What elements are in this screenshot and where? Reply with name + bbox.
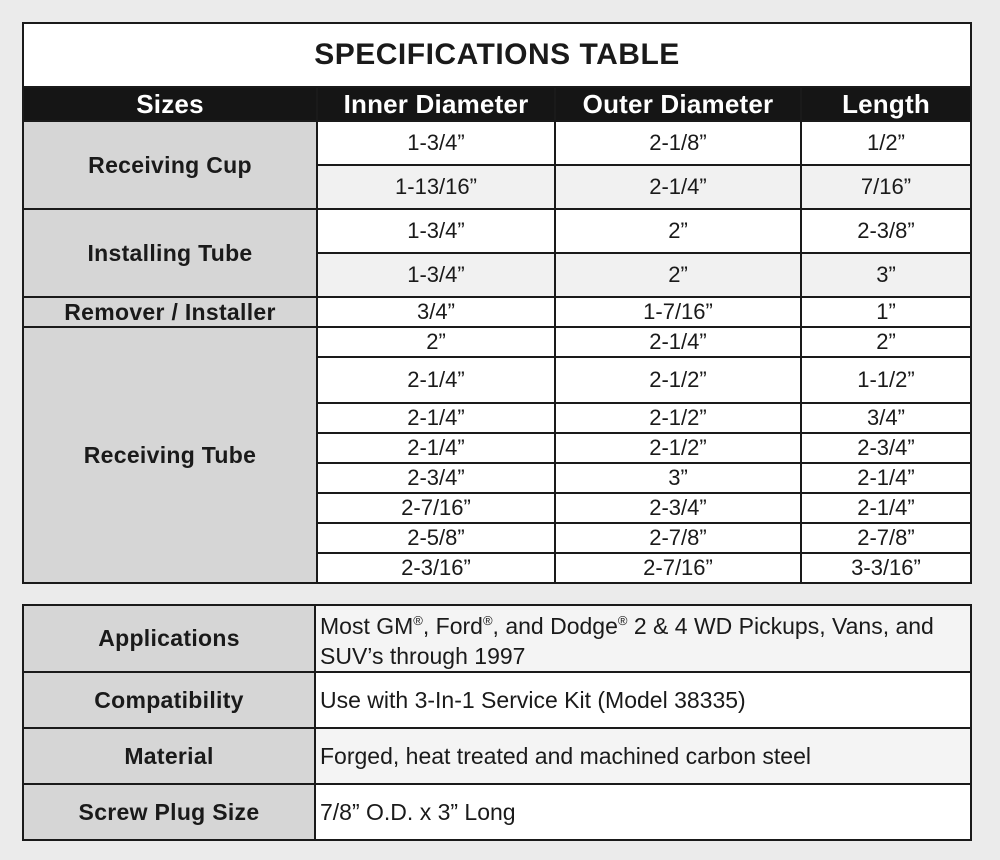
inner-diameter-cell: 2-5/8”	[317, 523, 555, 553]
screw-plug-label: Screw Plug Size	[23, 784, 315, 840]
group-label: Remover / Installer	[23, 297, 317, 327]
length-cell: 2”	[801, 327, 971, 357]
material-value: Forged, heat treated and machined carbon steel	[315, 728, 971, 784]
compatibility-row	[23, 672, 971, 728]
inner-diameter-cell: 2”	[317, 327, 555, 357]
length-cell: 2-7/8”	[801, 523, 971, 553]
length-cell: 1-1/2”	[801, 357, 971, 403]
length-cell: 2-3/4”	[801, 433, 971, 463]
outer-diameter-cell: 2”	[555, 253, 801, 297]
inner-diameter-cell: 2-1/4”	[317, 357, 555, 403]
length-cell: 3/4”	[801, 403, 971, 433]
material-row	[23, 728, 971, 784]
length-cell: 7/16”	[801, 165, 971, 209]
outer-diameter-cell: 2-1/2”	[555, 357, 801, 403]
length-cell: 2-1/4”	[801, 463, 971, 493]
material-label: Material	[23, 728, 315, 784]
outer-diameter-cell: 3”	[555, 463, 801, 493]
inner-diameter-cell: 3/4”	[317, 297, 555, 327]
length-cell: 1”	[801, 297, 971, 327]
specifications-table	[22, 22, 972, 584]
applications-value: Most GM®, Ford®, and Dodge® 2 & 4 WD Pickups, Vans, and SUV’s through 1997	[315, 605, 971, 672]
outer-diameter-cell: 2-1/8”	[555, 121, 801, 165]
inner-diameter-cell: 2-7/16”	[317, 493, 555, 523]
inner-diameter-cell: 2-1/4”	[317, 433, 555, 463]
table-row	[23, 121, 971, 165]
outer-diameter-cell: 2-7/8”	[555, 523, 801, 553]
inner-diameter-cell: 1-13/16”	[317, 165, 555, 209]
inner-diameter-cell: 1-3/4”	[317, 209, 555, 253]
header-sizes: Sizes	[23, 87, 317, 121]
header-outer-diameter: Outer Diameter	[555, 87, 801, 121]
info-table-frame	[22, 604, 970, 841]
outer-diameter-cell: 2”	[555, 209, 801, 253]
outer-diameter-cell: 2-1/2”	[555, 403, 801, 433]
inner-diameter-cell: 1-3/4”	[317, 121, 555, 165]
specifications-table-frame	[22, 22, 970, 584]
inner-diameter-cell: 2-1/4”	[317, 403, 555, 433]
length-cell: 3-3/16”	[801, 553, 971, 583]
group-label: Receiving Tube	[23, 327, 317, 583]
length-cell: 2-3/8”	[801, 209, 971, 253]
info-table	[22, 604, 972, 841]
outer-diameter-cell: 2-1/4”	[555, 165, 801, 209]
outer-diameter-cell: 2-1/4”	[555, 327, 801, 357]
applications-row	[23, 605, 971, 672]
screw-plug-value: 7/8” O.D. x 3” Long	[315, 784, 971, 840]
inner-diameter-cell: 1-3/4”	[317, 253, 555, 297]
screw-plug-row	[23, 784, 971, 840]
table-row	[23, 209, 971, 253]
header-inner-diameter: Inner Diameter	[317, 87, 555, 121]
inner-diameter-cell: 2-3/4”	[317, 463, 555, 493]
table-title: SPECIFICATIONS TABLE	[23, 23, 971, 87]
header-length: Length	[801, 87, 971, 121]
outer-diameter-cell: 2-1/2”	[555, 433, 801, 463]
outer-diameter-cell: 2-3/4”	[555, 493, 801, 523]
compatibility-label: Compatibility	[23, 672, 315, 728]
applications-label: Applications	[23, 605, 315, 672]
outer-diameter-cell: 2-7/16”	[555, 553, 801, 583]
group-label: Installing Tube	[23, 209, 317, 297]
table-row	[23, 327, 971, 357]
compatibility-value: Use with 3-In-1 Service Kit (Model 38335)	[315, 672, 971, 728]
table-row	[23, 297, 971, 327]
inner-diameter-cell: 2-3/16”	[317, 553, 555, 583]
length-cell: 1/2”	[801, 121, 971, 165]
outer-diameter-cell: 1-7/16”	[555, 297, 801, 327]
length-cell: 3”	[801, 253, 971, 297]
group-label: Receiving Cup	[23, 121, 317, 209]
header-row	[23, 87, 971, 121]
length-cell: 2-1/4”	[801, 493, 971, 523]
